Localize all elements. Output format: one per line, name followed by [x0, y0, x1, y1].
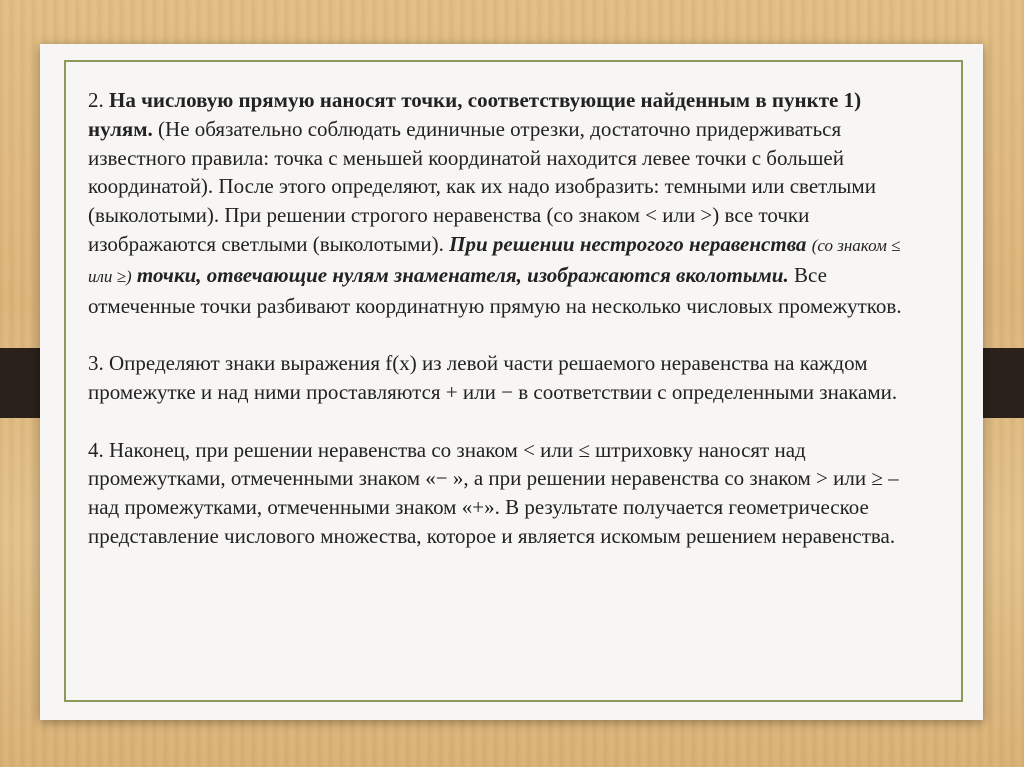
p2-bold-italic-2: точки, отвечающие нулям знаменателя, изображаются вколотыми. [131, 262, 789, 287]
slide-text [88, 86, 928, 551]
p2-number: 2. [88, 88, 109, 112]
p2-text-1: (Не обязательно соблюдать единичные отрезки, достаточно придерживаться известного правила: точка с меньшей координатой находится левее точки с большей координатой). После этого определяют, как их надо изобразить: темными или светлыми (выколотыми). При решении строгого неравенства (со знаком < или >) все точки изображаются светлыми (выколотыми). [88, 116, 876, 256]
paragraph-3: 3. Определяют знаки выражения f(x) из левой части решаемого неравенства на каждом промежутке и над ними проставляются + или − в соответствии с определенными знаками. [88, 351, 898, 404]
p2-bold-lead: На числовую прямую наносят точки, соответствующие найденным в пункте 1) нулям. [88, 88, 862, 141]
paragraph-2 [88, 86, 928, 320]
p2-bold-italic-1: При решении нестрогого неравенства [449, 231, 812, 256]
p2-small-italic: (со знаком ≤ или ≥) [88, 235, 901, 286]
spacer [88, 407, 928, 436]
spacer [88, 320, 928, 349]
p2-text-2: Все отмеченные точки разбивают координатную прямую на несколько числовых промежутков. [88, 262, 902, 318]
paragraph-4: 4. Наконец, при решении неравенства со знаком < или ≤ штриховку наносят над промежутками, отмеченными знаком «− », а при решении неравенства со знаком > или ≥ – над промежутками, отмеченными знаком «+». В результате получается геометрическое представление числового множества, которое и является искомым решением неравенства. [88, 437, 899, 548]
slide-card [40, 44, 983, 720]
